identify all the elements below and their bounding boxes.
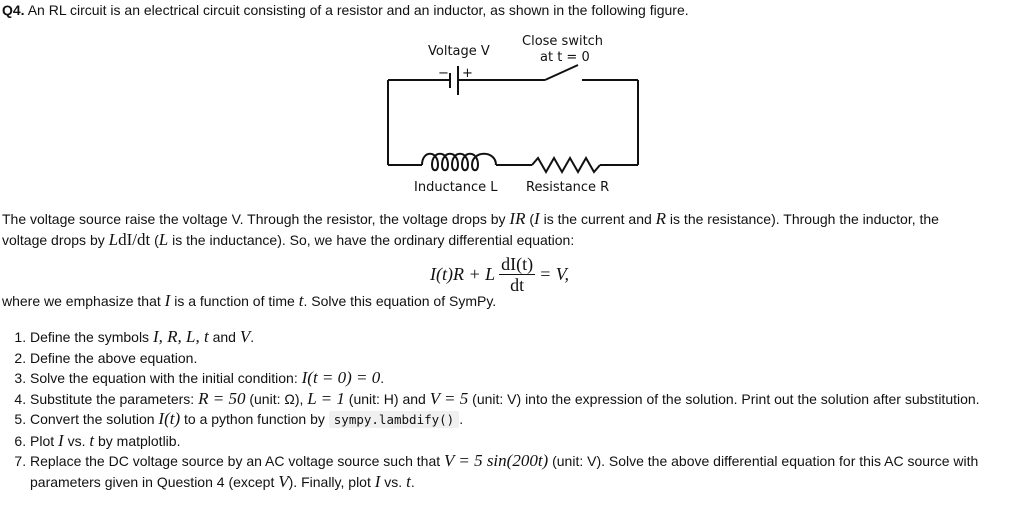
task-item-1: [30, 327, 1020, 348]
math-I: I: [534, 209, 540, 228]
text: (unit: Ω),: [245, 390, 308, 407]
text: (: [150, 232, 159, 248]
text: Define the above equation.: [30, 349, 198, 366]
fraction-denominator: dt: [510, 274, 525, 295]
math: I, R, L, t: [152, 327, 209, 346]
text: and: [208, 329, 240, 345]
text: ). Finally, plot: [288, 473, 375, 490]
task-item-4: [30, 389, 1020, 410]
rl-circuit-figure: [380, 30, 650, 200]
switch-label-2: at t = 0: [540, 50, 590, 65]
text: is the current and: [539, 211, 656, 227]
math-dIdt: dI/dt: [118, 230, 151, 249]
task-item-3: [30, 368, 1020, 389]
task-item-7: [30, 451, 1020, 492]
math: V: [278, 471, 289, 491]
math: I(t): [158, 409, 181, 428]
resistance-label: Resistance R: [526, 180, 610, 195]
text: Define the symbols: [30, 329, 153, 345]
text: by matplotlib.: [94, 432, 181, 449]
switch-label-1: Close switch: [522, 34, 604, 49]
text: . Solve this equation of SymPy.: [303, 293, 497, 309]
math: R = 50: [198, 388, 246, 408]
text: .: [459, 411, 464, 427]
paragraph-line-2: [2, 231, 574, 249]
text: vs.: [380, 473, 407, 490]
text: is the resistance). Through the inductor, the: [666, 211, 939, 227]
text: (unit: H) and: [344, 390, 430, 407]
math-L: L: [108, 230, 119, 249]
math-R: R: [655, 209, 667, 228]
task-item-5: [30, 409, 1020, 431]
text: (unit: V). Solve the above differential equation for this AC source with parameters given in Question 4 (except: [30, 453, 979, 490]
math: t: [89, 430, 95, 450]
switch-lever: [545, 65, 578, 80]
math: I(t = 0) = 0: [301, 368, 381, 387]
text: .: [250, 329, 255, 345]
question-intro-text: An RL circuit is an electrical circuit consisting of a resistor and an inductor, as shown in the following figure.: [27, 2, 689, 18]
text: (unit: V) into the expression of the solution. Print out the solution after substitution.: [468, 390, 980, 407]
inline-code: sympy.lambdify(): [329, 411, 459, 428]
text: Convert the solution: [30, 411, 159, 427]
text: to a python function by: [180, 411, 329, 427]
math-I: I: [164, 291, 171, 310]
text: vs.: [63, 432, 90, 449]
text: (: [525, 211, 535, 227]
text: The voltage source raise the voltage V. Through the resistor, the voltage drops by: [2, 211, 510, 227]
text: is a function of time: [170, 293, 299, 309]
text: .: [410, 473, 415, 490]
math: I: [58, 430, 64, 450]
math: L = 1: [307, 388, 345, 408]
text: Solve the equation with the initial condition:: [30, 370, 302, 386]
math: V: [239, 327, 251, 346]
text: where we emphasize that: [2, 293, 165, 309]
fraction-numerator: dI(t): [501, 253, 534, 274]
plus-sign: +: [462, 66, 473, 81]
math: t: [406, 471, 411, 491]
equation-lhs: I(t)R + L: [430, 263, 496, 284]
math-IR: IR: [509, 209, 526, 228]
minus-sign: −: [438, 66, 449, 81]
derivative-fraction: [499, 254, 535, 295]
math: I: [374, 471, 381, 491]
math-t: t: [298, 291, 304, 310]
task-item-6: [30, 431, 1020, 452]
voltage-label: Voltage V: [428, 44, 490, 59]
math: V = 5: [429, 388, 469, 408]
question-intro: [2, 1, 689, 19]
inductance-label: Inductance L: [414, 180, 498, 195]
task-list: [0, 327, 1020, 492]
differential-equation: [430, 252, 569, 296]
text: .: [380, 370, 385, 386]
equation-rhs: = V,: [539, 263, 569, 284]
resistor-zigzag: [532, 158, 600, 172]
inductor-coil: [422, 154, 496, 171]
math: V = 5 sin(200t): [444, 451, 549, 470]
text: Plot: [30, 432, 59, 449]
text: Substitute the parameters:: [30, 390, 199, 407]
text: Replace the DC voltage source by an AC voltage source such that: [30, 453, 445, 469]
paragraph-line-3: [2, 292, 496, 310]
question-label: Q4.: [2, 2, 25, 18]
math-L: L: [158, 230, 169, 249]
text: voltage drops by: [2, 232, 109, 248]
paragraph-line-1: [2, 210, 939, 228]
task-item-2: [30, 348, 1020, 369]
text: is the inductance). So, we have the ordinary differential equation:: [168, 232, 575, 248]
